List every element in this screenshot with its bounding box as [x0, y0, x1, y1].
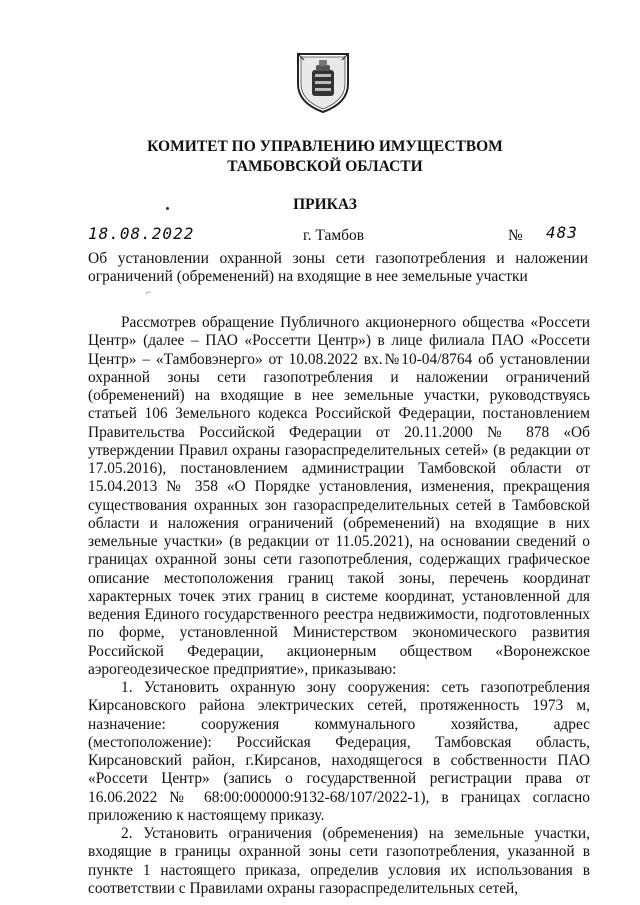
order-number: 483	[546, 223, 578, 242]
order-subject: Об установлении охранной зоны сети газопотребления и наложении ограничений (обременений) на входящие в нее земельные участки	[88, 250, 588, 285]
org-title-line2: ТАМБОВСКОЙ ОБЛАСТИ	[227, 158, 423, 175]
order-city: г. Тамбов	[303, 227, 365, 244]
org-title-line1: КОМИТЕТ ПО УПРАВЛЕНИЮ ИМУЩЕСТВОМ	[147, 138, 503, 155]
preamble-paragraph: Рассмотрев обращение Публичного акционерного общества «Россети Центр» (далее – ПАО «Россетти Центр») в лице филиала ПАО «Россети Центр» – «Тамбовэнерго» от 10.08.2022 вх.№10-04/8764 об установлении охранной зоны сети газопотребления и наложении ограничений (обременений) на входящие в нее земельные участки, руководствуясь статьей 106 Земельного кодекса Российской Федерации, постановлением Правительства Российской Федерации от 20.11.2000 № 878 «Об утверждении Правил охраны газораспределительных сетей» (в редакции от 17.05.2016), постановлением администрации Тамбовской области от 15.04.2013 № 358 «О Порядке установления, изменения, прекращения существования охранных зон газораспределительных сетей в Тамбовской области и наложения ограничений (обременений) на входящие в них земельные участки» (в редакции от 11.05.2021), на основании сведений о границах охранной зоны сети газопотребления, содержащих графическое описание местоположения границ такой зоны, перечень координат характерных точек этих границ в системе координат, установленной для ведения Единого государственного реестра недвижимости, подготовленных по форме, установленной Министерством экономического развития Российской Федерации, акционерным обществом «Воронежское аэрогеодезическое предприятие», приказываю:	[88, 314, 590, 678]
coat-of-arms-icon	[294, 50, 352, 114]
dateline	[88, 224, 588, 250]
doc-type-title: ПРИКАЗ	[293, 196, 357, 213]
scan-mark: ⌐	[146, 287, 152, 297]
order-date: 18.08.2022	[88, 224, 195, 243]
clause-1-paragraph: 1. Установить охранную зону сооружения: сеть газопотребления Кирсановского района электрических сетей, протяженность 1973 м, назначение: сооружения коммунального хозяйства, адрес (местоположение): Российская Федерация, Тамбовская область, Кирсановский район, г.Кирсанов, находящегося в собственности ПАО «Россети Центр» (запись о государственной регистрации права от 16.06.2022 № 68:00:000000:9132-68/107/2022-1), в границах согласно приложению к настоящему приказу.	[88, 679, 590, 824]
clause-2-paragraph: 2. Установить ограничения (обременения) на земельные участки, входящие в границы охранной зоны сети газопотребления, указанной в пункте 1 настоящего приказа, определив условия их использования в соответствии с Правилами охраны газораспределительных сетей,	[88, 825, 590, 897]
stray-dot	[166, 207, 169, 210]
order-body	[88, 314, 590, 898]
number-sign: №	[508, 227, 523, 244]
